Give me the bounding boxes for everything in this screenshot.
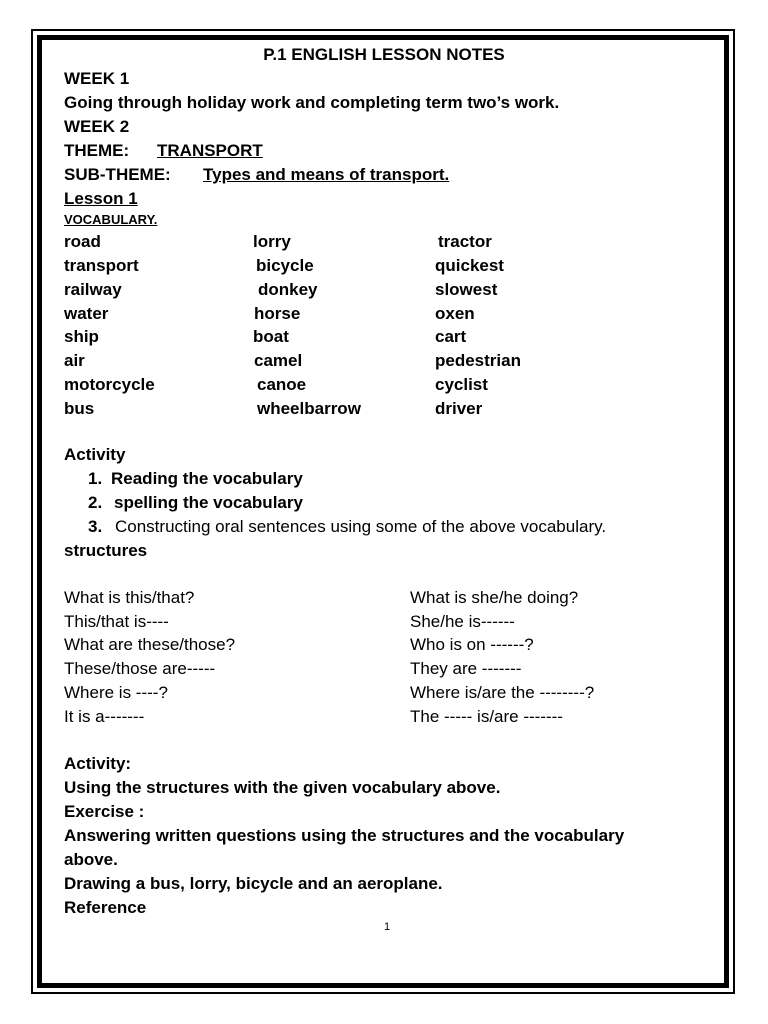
activity-item-number: 2.: [88, 493, 103, 512]
activity-item-number: 3.: [88, 517, 103, 536]
activity-heading: Activity: [64, 445, 126, 464]
vocab-word: motorcycle: [64, 375, 155, 394]
vocab-word: ship: [64, 327, 99, 346]
vocab-word: road: [64, 232, 101, 251]
structure-line: Where is ----?: [64, 683, 168, 702]
vocab-word: camel: [254, 351, 303, 370]
activity-item-text: Constructing oral sentences using some of the above vocabulary.: [115, 517, 607, 536]
vocab-word: driver: [435, 399, 483, 418]
structure-line: These/those are-----: [64, 659, 216, 678]
vocab-word: railway: [64, 280, 122, 299]
week1-text: Going through holiday work and completing term two’s work.: [64, 93, 560, 112]
theme-value: TRANSPORT: [157, 141, 263, 160]
structure-line: She/he is------: [410, 612, 515, 631]
vocab-word: quickest: [435, 256, 504, 275]
vocab-word: boat: [253, 327, 289, 346]
vocab-word: horse: [254, 304, 301, 323]
vocab-word: water: [64, 304, 109, 323]
vocab-word: air: [64, 351, 85, 370]
structure-line: The ----- is/are -------: [410, 707, 563, 726]
reference-heading: Reference: [64, 898, 147, 917]
lesson-heading: Lesson 1: [64, 189, 138, 208]
vocab-word: transport: [64, 256, 139, 275]
exercise-text: Answering written questions using the structures and the vocabulary: [64, 826, 625, 845]
activity-text: Using the structures with the given vocabulary above.: [64, 778, 501, 797]
sub-theme-label: SUB-THEME:: [64, 165, 171, 184]
exercise-text: above.: [64, 850, 118, 869]
vocab-word: wheelbarrow: [257, 399, 361, 418]
vocab-word: canoe: [257, 375, 307, 394]
structure-line: Who is on ------?: [410, 635, 534, 654]
vocab-word: oxen: [435, 304, 475, 323]
activity-item-number: 1.: [88, 469, 103, 488]
exercise-text: Drawing a bus, lorry, bicycle and an aeroplane.: [64, 874, 443, 893]
structure-line: It is a-------: [64, 707, 145, 726]
structure-line: They are -------: [410, 659, 522, 678]
exercise-heading: Exercise :: [64, 802, 145, 821]
structure-line: What is she/he doing?: [410, 588, 579, 607]
vocab-word: slowest: [435, 280, 498, 299]
structure-line: Where is/are the --------?: [410, 683, 595, 702]
vocab-word: donkey: [258, 280, 318, 299]
week1-label: WEEK 1: [64, 69, 130, 88]
vocab-word: bus: [64, 399, 95, 418]
structure-line: This/that is----: [64, 612, 169, 631]
document-title: P.1 ENGLISH LESSON NOTES: [263, 45, 505, 64]
vocab-word: pedestrian: [435, 351, 521, 370]
sub-theme-value: Types and means of transport.: [203, 165, 450, 184]
vocab-word: cyclist: [435, 375, 488, 394]
vocabulary-heading: VOCABULARY.: [64, 212, 158, 227]
week2-label: WEEK 2: [64, 117, 130, 136]
vocab-word: tractor: [438, 232, 492, 251]
structures-heading: structures: [64, 541, 148, 560]
vocab-word: cart: [435, 327, 467, 346]
structure-line: What is this/that?: [64, 588, 195, 607]
page-number: 1: [383, 921, 391, 933]
activity-heading: Activity:: [64, 754, 132, 773]
activity-item-text: spelling the vocabulary: [114, 493, 303, 512]
theme-label: THEME:: [64, 141, 130, 160]
activity-item-text: Reading the vocabulary: [111, 469, 303, 488]
vocab-word: lorry: [253, 232, 291, 251]
vocab-word: bicycle: [256, 256, 314, 275]
structure-line: What are these/those?: [64, 635, 236, 654]
